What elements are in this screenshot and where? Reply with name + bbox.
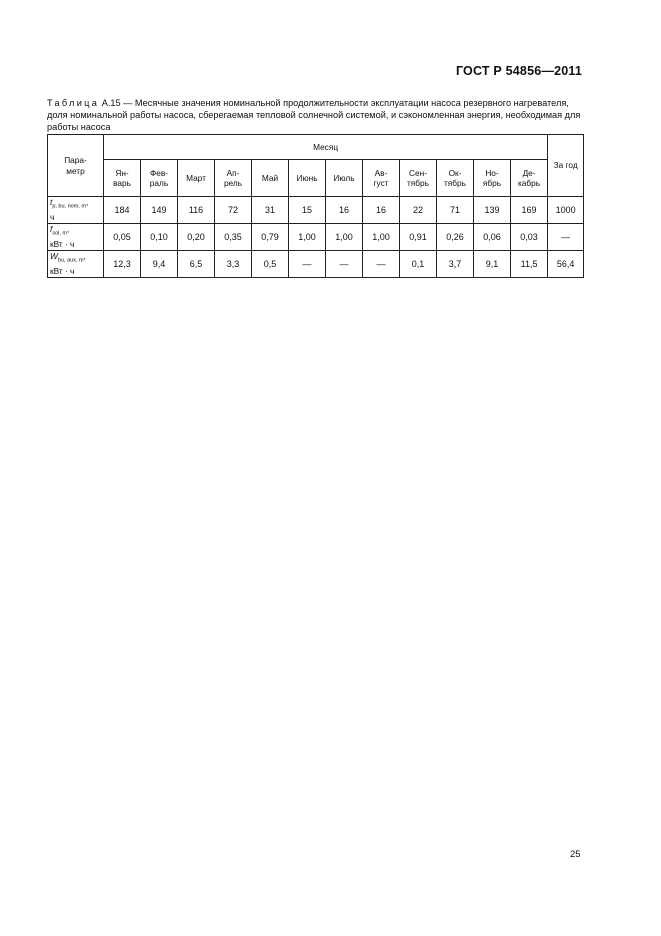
table-cell: 1,00	[289, 224, 326, 251]
parameter-symbol: W	[50, 251, 58, 262]
table-cell: 1,00	[326, 224, 363, 251]
table-row	[48, 224, 584, 251]
table-cell: 0,5	[252, 251, 289, 278]
year-total-cell: 1000	[548, 197, 584, 224]
month-header-cell: Ав- густ	[363, 160, 400, 197]
table-cell: 9,4	[141, 251, 178, 278]
table-cell: 0,1	[400, 251, 437, 278]
row-parameter-label: $W_{bu, aux, m}$, кВт · ч	[48, 251, 104, 278]
parameter-unit: кВт · ч	[50, 239, 75, 250]
caption-lead: Таблица	[47, 98, 100, 108]
table-cell: —	[363, 251, 400, 278]
month-header-cell: Фев- раль	[141, 160, 178, 197]
month-header-cell: Март	[178, 160, 215, 197]
month-header: Месяц	[104, 135, 548, 160]
table-cell: 71	[437, 197, 474, 224]
table-cell: —	[289, 251, 326, 278]
table-cell: 184	[104, 197, 141, 224]
month-header-cell: Ян- варь	[104, 160, 141, 197]
table-cell: 0,35	[215, 224, 252, 251]
row-parameter-label: $t_{p, bu, nom, m}$, ч	[48, 197, 104, 224]
table-cell: 169	[511, 197, 548, 224]
caption-text: А.15 — Месячные значения номинальной продолжительности эксплуатации насоса резервного нагревателя, доля номинальной работы насоса, сберегаемая тепловой солнечной системой, и сэкономленная энергия, необходимая для работы насоса	[47, 98, 581, 133]
table-row	[48, 197, 584, 224]
table-cell: 16	[363, 197, 400, 224]
table-row	[48, 251, 584, 278]
table-cell: 3,7	[437, 251, 474, 278]
table-cell: 72	[215, 197, 252, 224]
row-parameter-label: $f_{sol, m}$, кВт · ч	[48, 224, 104, 251]
table-cell: 11,5	[511, 251, 548, 278]
table-cell: 12,3	[104, 251, 141, 278]
table-cell: 0,26	[437, 224, 474, 251]
month-header-cell: Июнь	[289, 160, 326, 197]
table-cell: 22	[400, 197, 437, 224]
year-total-cell: 56,4	[548, 251, 584, 278]
table-cell: 0,10	[141, 224, 178, 251]
table-cell: 3,3	[215, 251, 252, 278]
year-total-cell: —	[548, 224, 584, 251]
table-cell: 15	[289, 197, 326, 224]
table-cell: 116	[178, 197, 215, 224]
table-cell: 0,06	[474, 224, 511, 251]
document-standard-header: ГОСТ Р 54856—2011	[455, 64, 582, 78]
parameter-subscript: sol, m	[52, 230, 67, 237]
parameter-unit: кВт · ч	[50, 266, 75, 277]
table-cell: 1,00	[363, 224, 400, 251]
month-header-cell: Сен- тябрь	[400, 160, 437, 197]
data-table	[47, 134, 584, 278]
table-cell: 0,05	[104, 224, 141, 251]
table-cell: 9,1	[474, 251, 511, 278]
table-cell: 0,91	[400, 224, 437, 251]
year-header: За год	[548, 135, 584, 197]
table-cell: 149	[141, 197, 178, 224]
table-cell: —	[326, 251, 363, 278]
param-header: Пара- метр	[48, 135, 104, 197]
parameter-symbol: f	[50, 224, 53, 235]
table-cell: 16	[326, 197, 363, 224]
table-cell: 0,79	[252, 224, 289, 251]
parameter-symbol: t	[50, 197, 53, 208]
month-header-cell: Ап- рель	[215, 160, 252, 197]
parameter-unit: ч	[50, 212, 55, 223]
month-header-cell: Июль	[326, 160, 363, 197]
table-cell: 6,5	[178, 251, 215, 278]
table-cell: 31	[252, 197, 289, 224]
table-cell: 0,20	[178, 224, 215, 251]
parameter-subscript: p, bu, nom, m	[52, 203, 86, 210]
month-header-cell: Де- кабрь	[511, 160, 548, 197]
table-caption	[47, 97, 587, 134]
month-header-cell: Ок- тябрь	[437, 160, 474, 197]
parameter-subscript: bu, aux, m	[57, 257, 84, 264]
table-cell: 139	[474, 197, 511, 224]
table-cell: 0,03	[511, 224, 548, 251]
month-header-cell: Но- ябрь	[474, 160, 511, 197]
month-header-cell: Май	[252, 160, 289, 197]
page-number: 25	[570, 849, 581, 860]
